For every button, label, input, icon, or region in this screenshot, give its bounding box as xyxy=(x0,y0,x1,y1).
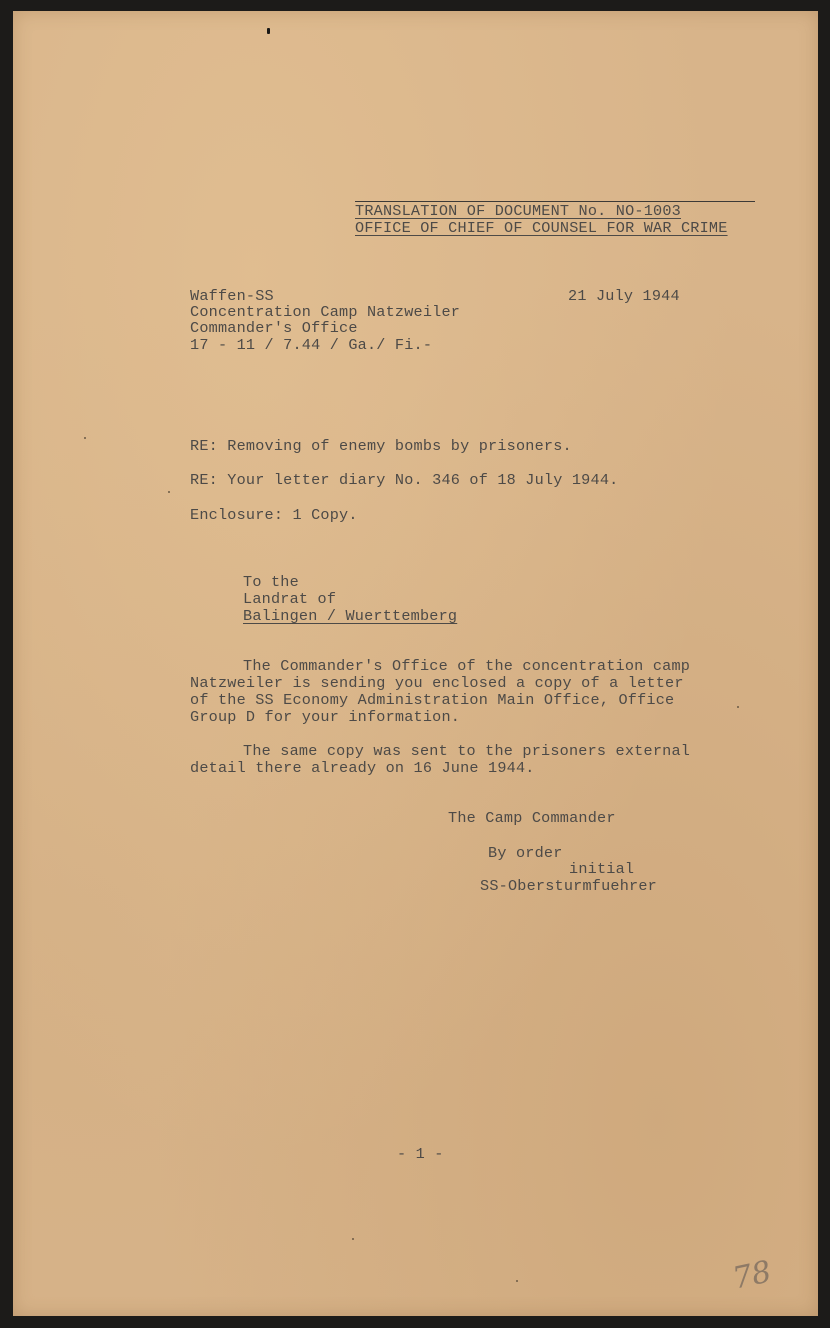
signature-by-order: By order xyxy=(488,844,563,862)
body-paragraph-1-line-2: Natzweiler is sending you enclosed a copy of a letter xyxy=(190,674,684,692)
ink-dot xyxy=(267,28,270,34)
signature-initial: initial xyxy=(569,860,635,878)
paper-speck xyxy=(516,1280,518,1282)
paper-speck xyxy=(737,706,739,708)
body-paragraph-1-line-3: of the SS Economy Administration Main Office, Office xyxy=(190,691,675,709)
subject-re-1: RE: Removing of enemy bombs by prisoners. xyxy=(190,437,572,455)
signature-title: The Camp Commander xyxy=(448,809,616,827)
body-paragraph-2-line-2: detail there already on 16 June 1944. xyxy=(190,759,535,777)
handwritten-folio-number: 78 xyxy=(729,1254,775,1297)
letter-date: 21 July 1944 xyxy=(568,287,680,305)
sender-line-3: Commander's Office xyxy=(190,319,358,337)
body-paragraph-1-line-4: Group D for your information. xyxy=(190,708,461,726)
sender-line-2: Concentration Camp Natzweiler xyxy=(190,303,461,321)
addressee-line-3: Balingen / Wuerttemberg xyxy=(243,607,458,625)
paper-speck xyxy=(168,491,170,493)
office-line: OFFICE OF CHIEF OF COUNSEL FOR WAR CRIME xyxy=(355,219,728,237)
paper-speck xyxy=(84,437,86,439)
addressee-line-2: Landrat of xyxy=(243,590,337,608)
reference-line: 17 - 11 / 7.44 / Ga./ Fi.- xyxy=(190,336,433,354)
enclosure-line: Enclosure: 1 Copy. xyxy=(190,506,358,524)
body-paragraph-1-line-1: The Commander's Office of the concentration camp xyxy=(243,657,691,675)
document-number-line: TRANSLATION OF DOCUMENT No. NO-1003 xyxy=(355,202,681,220)
sender-line-1: Waffen-SS xyxy=(190,287,274,305)
body-paragraph-2-line-1: The same copy was sent to the prisoners external xyxy=(243,742,691,760)
paper-speck xyxy=(352,1238,354,1240)
page-number: - 1 - xyxy=(397,1145,444,1163)
subject-re-2: RE: Your letter diary No. 346 of 18 July 1944. xyxy=(190,471,619,489)
addressee-line-1: To the xyxy=(243,573,299,591)
signature-rank: SS-Obersturmfuehrer xyxy=(480,877,657,895)
